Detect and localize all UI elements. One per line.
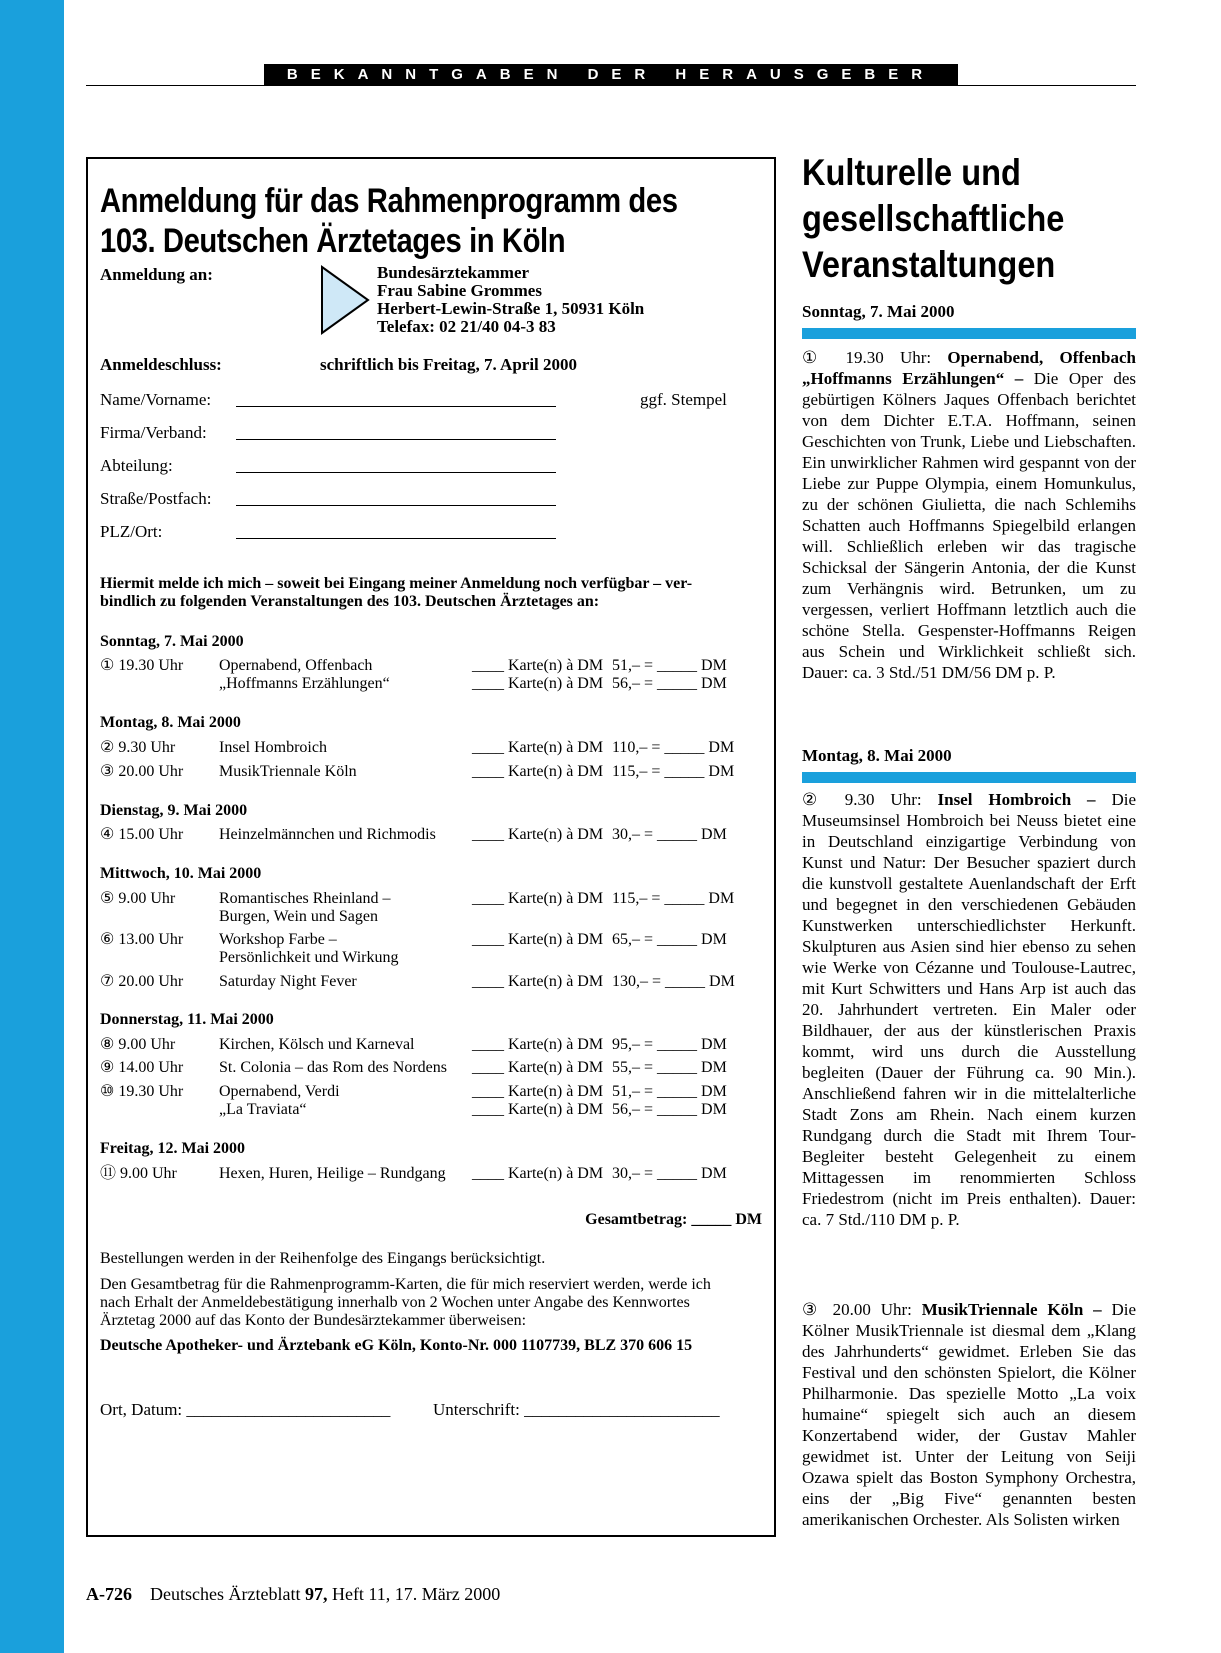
order-note: Bestellungen werden in der Reihenfolge des Eingangs berücksichtigt. <box>100 1250 546 1267</box>
stamp-label: ggf. Stempel <box>640 390 727 409</box>
event-number: ⑧ 9.00 Uhr <box>100 1036 176 1053</box>
intro-line: bindlich zu folgenden Veranstaltungen des 103. Deutschen Ärztetages an: <box>100 593 600 610</box>
price-field: 51,– = _____ DM <box>612 1083 727 1100</box>
price-field: 130,– = _____ DM <box>612 973 735 990</box>
deadline-label: Anmeldeschluss: <box>100 355 222 374</box>
paragraph-text: Die Oper des gebürtigen Kölners Jaques Offenbach berichtet von dem Dichter E.T.A. Hoffmann, seinen Geschichten von Trunk, Liebe und Liebschaften. Ein unwirklicher Rahmen wird gespannt von der Liebe zur Puppe Olympia, einem Homunkulus, zu der schönen Giulietta, die nach Schlemihs Schatten auch Hoffmanns Spiegelbild erlangen will. Schließlich erleben wir das tragische Schicksal der Sängerin Antonia, der die Kunst zum Verhängnis wird. Betrunken, um zu vergessen, verliert Hoffmann letztlich auch die schöne Stella. Gespenster-Hoffmanns Reigen aus Schein und Wirklichkeit schließt sich. Dauer: ca. 3 Std./51 DM/56 DM p. P. <box>802 369 1136 682</box>
event-title: „Hoffmanns Erzählungen“ <box>219 675 390 692</box>
paragraph-lead: ① 19.30 Uhr: <box>802 348 948 367</box>
tickets-field[interactable]: ____ Karte(n) à DM <box>472 763 604 780</box>
event-title: MusikTriennale Köln <box>219 763 357 780</box>
event-title: Workshop Farbe – <box>219 931 337 948</box>
event-title: Heinzelmännchen und Richmodis <box>219 826 436 843</box>
plz-input-line[interactable] <box>236 538 556 539</box>
page-number: A-726 <box>86 1584 132 1604</box>
intro-line: Hiermit melde ich mich – soweit bei Eingang meiner Anmeldung noch verfügbar – ver- <box>100 575 693 592</box>
paragraph-event-title: MusikTriennale Köln – <box>921 1300 1102 1319</box>
event-number: ④ 15.00 Uhr <box>100 826 184 843</box>
article-day-sonntag: Sonntag, 7. Mai 2000 <box>802 302 955 321</box>
tickets-field[interactable]: ____ Karte(n) à DM <box>472 1059 604 1076</box>
price-field: 55,– = _____ DM <box>612 1059 727 1076</box>
signature-field[interactable]: Unterschrift: _______________________ <box>433 1400 720 1419</box>
payment-note-line: Ärztetag 2000 auf das Konto der Bundesärztekammer überweisen: <box>100 1312 527 1329</box>
event-number: ② 9.30 Uhr <box>100 739 176 756</box>
event-number: ⑨ 14.00 Uhr <box>100 1059 184 1076</box>
article-title-line: gesellschaftliche <box>802 198 1065 239</box>
tickets-field[interactable]: ____ Karte(n) à DM <box>472 826 604 843</box>
article-day-montag: Montag, 8. Mai 2000 <box>802 746 952 765</box>
event-title: „La Traviata“ <box>219 1101 307 1118</box>
day-heading-sonntag: Sonntag, 7. Mai 2000 <box>100 633 244 650</box>
tickets-field[interactable]: ____ Karte(n) à DM <box>472 973 604 990</box>
tickets-field[interactable]: ____ Karte(n) à DM <box>472 739 604 756</box>
price-field: 56,– = _____ DM <box>612 1101 727 1118</box>
price-field: 115,– = _____ DM <box>612 763 735 780</box>
address-line: Herbert-Lewin-Straße 1, 50931 Köln <box>377 299 645 318</box>
paragraph-text: Die Kölner MusikTriennale ist diesmal dem „Klang des Jahrhunderts“ gewidmet. Erleben Sie das Festival und den schönsten Spielort, die Kölner Philharmonie. Das spezielle Motto „La voix humaine“ spiegelt sich auch an diesem Konzertabend wider, der Gustav Mahler gewidmet ist. Unter der Leitung von Seiji Ozawa spielt das Boston Symphony Orchestra, eins der „Big Five“ genannten besten amerikanischen Orchester. Als Solisten wirken <box>802 1300 1136 1529</box>
payment-note <box>100 1276 711 1330</box>
day-heading-freitag: Freitag, 12. Mai 2000 <box>100 1140 246 1157</box>
registration-form <box>86 157 776 1537</box>
article-title-line: Veranstaltungen <box>802 244 1056 285</box>
day-heading-montag: Montag, 8. Mai 2000 <box>100 714 241 731</box>
paragraph-event-title: Insel Hombroich – <box>937 790 1096 809</box>
day-divider-bar <box>802 772 1136 783</box>
day-divider-bar <box>802 328 1136 339</box>
day-heading-mittwoch: Mittwoch, 10. Mai 2000 <box>100 865 262 882</box>
address-line: Telefax: 02 21/40 04-3 83 <box>377 317 556 336</box>
payment-note-line: Den Gesamtbetrag für die Rahmenprogramm-Karten, die für mich reserviert werden, werde ich <box>100 1276 711 1293</box>
event-number: ⑪ 9.00 Uhr <box>100 1165 177 1182</box>
ort-datum-field[interactable]: Ort, Datum: ________________________ <box>100 1400 391 1419</box>
strasse-input-line[interactable] <box>236 505 556 506</box>
field-label-firma: Firma/Verband: <box>100 423 207 442</box>
event-number: ① 19.30 Uhr <box>100 657 184 674</box>
form-title-line-1: Anmeldung für das Rahmenprogramm des <box>100 182 678 220</box>
event-title: Opernabend, Offenbach <box>219 657 373 674</box>
event-number: ⑥ 13.00 Uhr <box>100 931 184 948</box>
event-title: Insel Hombroich <box>219 739 327 756</box>
firma-input-line[interactable] <box>236 439 556 440</box>
price-field: 95,– = _____ DM <box>612 1036 727 1053</box>
event-title: Hexen, Huren, Heilige – Rundgang <box>219 1165 446 1182</box>
arrow-icon <box>320 265 372 335</box>
event-title: Romantisches Rheinland – <box>219 890 391 907</box>
event-number: ③ 20.00 Uhr <box>100 763 184 780</box>
price-field: 56,– = _____ DM <box>612 675 727 692</box>
event-title: St. Colonia – das Rom des Nordens <box>219 1059 447 1076</box>
tickets-field[interactable]: ____ Karte(n) à DM <box>472 657 604 674</box>
total-amount[interactable]: Gesamtbetrag: _____ DM <box>585 1211 762 1228</box>
paragraph-event-title: Opernabend, Offenbach „Hoffmanns Erzählungen“ – <box>802 348 1136 388</box>
tickets-field[interactable]: ____ Karte(n) à DM <box>472 931 604 948</box>
price-field: 115,– = _____ DM <box>612 890 735 907</box>
journal-issue: Heft 11, 17. März 2000 <box>331 1584 501 1604</box>
deadline-value: schriftlich bis Freitag, 7. April 2000 <box>320 355 578 374</box>
article-title-line: Kulturelle und <box>802 152 1021 193</box>
price-field: 110,– = _____ DM <box>612 739 735 756</box>
anmeldung-label: Anmeldung an: <box>100 265 213 284</box>
day-heading-dienstag: Dienstag, 9. Mai 2000 <box>100 802 248 819</box>
article-title <box>802 150 1136 288</box>
paragraph-lead: ② 9.30 Uhr: <box>802 790 938 809</box>
field-label-plz: PLZ/Ort: <box>100 522 163 541</box>
header-rule <box>86 85 1136 86</box>
field-label-strasse: Straße/Postfach: <box>100 489 212 508</box>
journal-name: Deutsches Ärzteblatt <box>150 1584 301 1604</box>
address-line: Frau Sabine Grommes <box>377 281 542 300</box>
bank-details: Deutsche Apotheker- und Ärztebank eG Köln, Konto-Nr. 000 1107739, BLZ 370 606 15 <box>100 1337 693 1354</box>
event-title: Saturday Night Fever <box>219 973 357 990</box>
price-field: 65,– = _____ DM <box>612 931 727 948</box>
price-field: 51,– = _____ DM <box>612 657 727 674</box>
left-color-bar <box>0 0 64 1653</box>
day-heading-donnerstag: Donnerstag, 11. Mai 2000 <box>100 1011 274 1028</box>
article-paragraph <box>802 789 1136 1274</box>
tickets-field[interactable]: ____ Karte(n) à DM <box>472 675 604 692</box>
name-input-line[interactable] <box>236 406 556 407</box>
payment-note-line: nach Erhalt der Anmeldebestätigung innerhalb von 2 Wochen unter Angabe des Kennwortes <box>100 1294 690 1311</box>
event-title: Burgen, Wein und Sagen <box>219 908 378 925</box>
intro-text <box>100 575 692 611</box>
article-paragraph <box>802 347 1136 721</box>
paragraph-lead: ③ 20.00 Uhr: <box>802 1300 922 1319</box>
address-block <box>377 264 644 336</box>
event-title: Kirchen, Kölsch und Karneval <box>219 1036 415 1053</box>
abteilung-input-line[interactable] <box>236 472 556 473</box>
field-label-name: Name/Vorname: <box>100 390 212 409</box>
event-number: ⑤ 9.00 Uhr <box>100 890 176 907</box>
event-number: ⑩ 19.30 Uhr <box>100 1083 184 1100</box>
event-title: Persönlichkeit und Wirkung <box>219 949 399 966</box>
form-title-line-2: 103. Deutschen Ärztetages in Köln <box>100 222 566 260</box>
price-field: 30,– = _____ DM <box>612 1165 727 1182</box>
event-number: ⑦ 20.00 Uhr <box>100 973 184 990</box>
price-field: 30,– = _____ DM <box>612 826 727 843</box>
section-header: BEKANNTGABEN DER HERAUSGEBER <box>264 64 958 85</box>
journal-volume: 97, <box>304 1584 328 1604</box>
address-line: Bundesärztekammer <box>377 263 530 282</box>
field-label-abteilung: Abteilung: <box>100 456 173 475</box>
tickets-field[interactable]: ____ Karte(n) à DM <box>472 1083 604 1100</box>
tickets-field[interactable]: ____ Karte(n) à DM <box>472 1165 604 1182</box>
article-paragraph <box>802 1299 1136 1544</box>
tickets-field[interactable]: ____ Karte(n) à DM <box>472 890 604 907</box>
form-title <box>100 181 678 261</box>
event-title: Opernabend, Verdi <box>219 1083 340 1100</box>
paragraph-text: Die Museumsinsel Hombroich bei Neuss bietet eine in Deutschland einzigartige Verbindung von Kunst und Natur: Der Besucher spaziert durch die kunstvoll gestaltete Auenlandschaft der Erft und begegnet in den verschiedenen Gebäuden Kunstwerken unterschiedlichster Herkunft. Skulpturen aus Asien sind hier ebenso zu sehen wie Werke von Cézanne und Toulouse-Lautrec, mit Kurt Schwitters und Hans Arp ist auch das 20. Jahrhundert vertreten. Ein Maler oder Bildhauer, der aus der künstlerischen Praxis kommt, wird uns durch die Ausstellung begleiten (Dauer der Führung ca. 90 Min.). Anschließend fahren wir in die mittelalterliche Stadt Zons am Rhein. Nach einem kurzen Rundgang durch die Stadt mit Ihrem Tour-Begleiter besteht Gelegenheit zu einem Mittagessen im renommierten Schloss Friedestrom (nicht im Preis enthalten). Dauer: ca. 7 Std./110 DM p. P. <box>802 790 1137 1229</box>
tickets-field[interactable]: ____ Karte(n) à DM <box>472 1036 604 1053</box>
tickets-field[interactable]: ____ Karte(n) à DM <box>472 1101 604 1118</box>
page-footer <box>86 1584 500 1605</box>
